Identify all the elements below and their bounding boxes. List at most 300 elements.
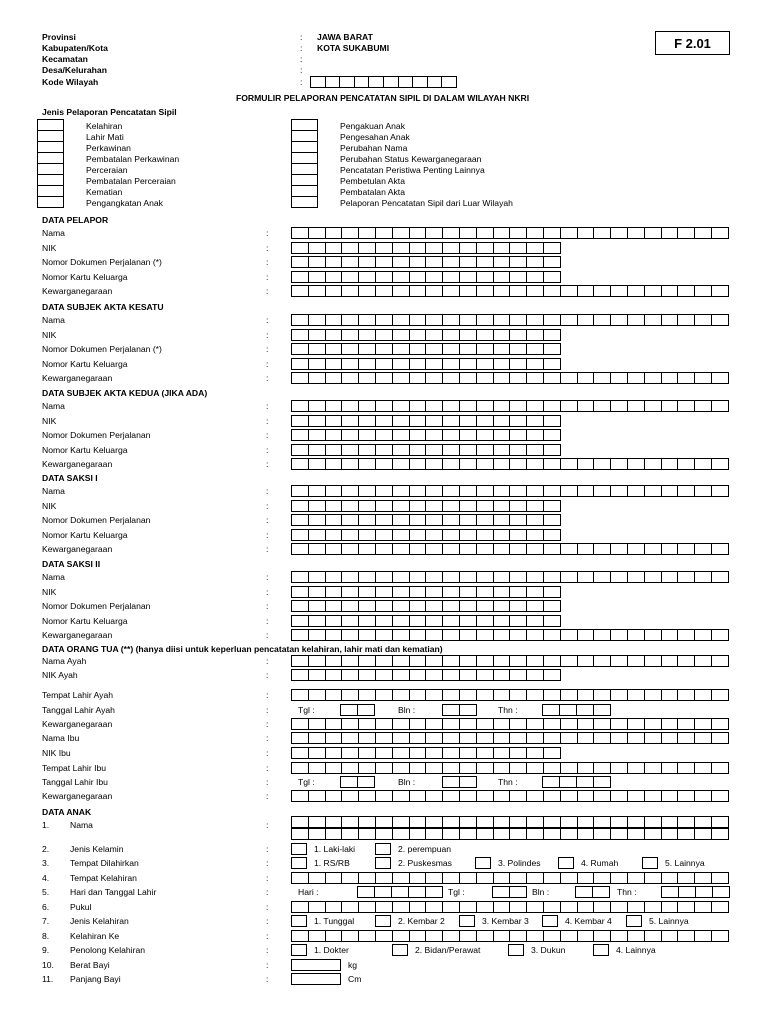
char-cell[interactable] (410, 544, 427, 554)
char-cell[interactable] (561, 656, 578, 666)
field-cells[interactable] (291, 485, 729, 497)
char-cell[interactable] (376, 315, 393, 325)
char-cell[interactable] (695, 486, 712, 496)
char-cell[interactable] (494, 228, 511, 238)
char-cell[interactable] (359, 601, 376, 611)
char-cell[interactable] (460, 344, 477, 354)
char-cell[interactable] (443, 544, 460, 554)
char-cell[interactable] (393, 670, 410, 680)
char-cell[interactable] (393, 501, 410, 511)
char-cell[interactable] (326, 228, 343, 238)
char-cell[interactable] (376, 748, 393, 758)
char-cell[interactable] (494, 315, 511, 325)
char-cell[interactable] (326, 459, 343, 469)
char-cell[interactable] (443, 587, 460, 597)
char-cell[interactable] (561, 873, 578, 883)
char-cell[interactable] (628, 733, 645, 743)
char-cell[interactable] (326, 77, 341, 87)
char-cell[interactable] (342, 670, 359, 680)
char-cell[interactable] (326, 572, 343, 582)
char-cell[interactable] (410, 690, 427, 700)
char-cell[interactable] (359, 630, 376, 640)
char-cell[interactable] (594, 459, 611, 469)
option-box[interactable] (642, 857, 658, 869)
char-cell[interactable] (477, 530, 494, 540)
char-cell[interactable] (376, 616, 393, 626)
char-cell[interactable] (679, 887, 696, 897)
char-cell[interactable] (393, 601, 410, 611)
char-cell[interactable] (527, 690, 544, 700)
char-cell[interactable] (426, 719, 443, 729)
char-cell[interactable] (359, 690, 376, 700)
char-cell[interactable] (561, 763, 578, 773)
char-cell[interactable] (460, 587, 477, 597)
char-cell[interactable] (561, 902, 578, 912)
char-cell[interactable] (410, 817, 427, 827)
char-cell[interactable] (376, 587, 393, 597)
char-cell[interactable] (695, 719, 712, 729)
char-cell[interactable] (443, 257, 460, 267)
char-cell[interactable] (510, 601, 527, 611)
char-cell[interactable] (309, 486, 326, 496)
char-cell[interactable] (426, 748, 443, 758)
char-cell[interactable] (410, 791, 427, 801)
char-cell[interactable] (494, 286, 511, 296)
char-cell[interactable] (561, 373, 578, 383)
char-cell[interactable] (494, 459, 511, 469)
char-cell[interactable] (695, 817, 712, 827)
field-cells[interactable] (291, 669, 561, 681)
char-cell[interactable] (527, 286, 544, 296)
char-cell[interactable] (611, 791, 628, 801)
char-cell[interactable] (695, 763, 712, 773)
char-cell[interactable] (376, 719, 393, 729)
char-cell[interactable] (645, 719, 662, 729)
char-cell[interactable] (309, 228, 326, 238)
anak-nama-cells[interactable] (291, 816, 729, 828)
char-cell[interactable] (477, 501, 494, 511)
char-cell[interactable] (292, 359, 309, 369)
field-cells[interactable] (291, 227, 729, 239)
char-cell[interactable] (544, 544, 561, 554)
char-cell[interactable] (376, 873, 393, 883)
char-cell[interactable] (326, 748, 343, 758)
char-cell[interactable] (494, 486, 511, 496)
char-cell[interactable] (678, 829, 695, 839)
char-cell[interactable] (326, 401, 343, 411)
char-cell[interactable] (309, 587, 326, 597)
char-cell[interactable] (510, 416, 527, 426)
char-cell[interactable] (477, 763, 494, 773)
char-cell[interactable] (292, 272, 309, 282)
char-cell[interactable] (426, 243, 443, 253)
char-cell[interactable] (342, 486, 359, 496)
char-cell[interactable] (443, 359, 460, 369)
field-cells[interactable] (291, 256, 561, 268)
char-cell[interactable] (460, 359, 477, 369)
char-cell[interactable] (426, 829, 443, 839)
char-cell[interactable] (309, 272, 326, 282)
char-cell[interactable] (342, 544, 359, 554)
char-cell[interactable] (426, 486, 443, 496)
char-cell[interactable] (578, 315, 595, 325)
char-cell[interactable] (393, 748, 410, 758)
char-cell[interactable] (410, 601, 427, 611)
char-cell[interactable] (393, 530, 410, 540)
char-cell[interactable] (611, 763, 628, 773)
char-cell[interactable] (292, 515, 309, 525)
year-cells[interactable] (542, 704, 611, 716)
char-cell[interactable] (443, 705, 460, 715)
char-cell[interactable] (443, 501, 460, 511)
char-cell[interactable] (678, 791, 695, 801)
char-cell[interactable] (695, 873, 712, 883)
char-cell[interactable] (510, 515, 527, 525)
char-cell[interactable] (611, 572, 628, 582)
char-cell[interactable] (662, 690, 679, 700)
char-cell[interactable] (309, 243, 326, 253)
char-cell[interactable] (477, 719, 494, 729)
char-cell[interactable] (342, 902, 359, 912)
char-cell[interactable] (527, 228, 544, 238)
char-cell[interactable] (393, 763, 410, 773)
char-cell[interactable] (477, 330, 494, 340)
char-cell[interactable] (527, 373, 544, 383)
char-cell[interactable] (477, 587, 494, 597)
char-cell[interactable] (494, 873, 511, 883)
day-cells[interactable] (492, 886, 527, 898)
char-cell[interactable] (662, 572, 679, 582)
char-cell[interactable] (544, 373, 561, 383)
char-cell[interactable] (309, 791, 326, 801)
char-cell[interactable] (662, 228, 679, 238)
char-cell[interactable] (695, 401, 712, 411)
char-cell[interactable] (426, 501, 443, 511)
field-cells[interactable] (291, 762, 729, 774)
char-cell[interactable] (393, 315, 410, 325)
char-cell[interactable] (443, 829, 460, 839)
char-cell[interactable] (578, 719, 595, 729)
char-cell[interactable] (342, 330, 359, 340)
anak-nama-cells[interactable] (291, 828, 729, 840)
char-cell[interactable] (662, 544, 679, 554)
char-cell[interactable] (292, 530, 309, 540)
char-cell[interactable] (611, 459, 628, 469)
char-cell[interactable] (544, 272, 561, 282)
char-cell[interactable] (342, 656, 359, 666)
char-cell[interactable] (578, 931, 595, 941)
char-cell[interactable] (594, 690, 611, 700)
char-cell[interactable] (342, 359, 359, 369)
char-cell[interactable] (578, 572, 595, 582)
char-cell[interactable] (510, 690, 527, 700)
char-cell[interactable] (393, 733, 410, 743)
char-cell[interactable] (309, 501, 326, 511)
char-cell[interactable] (376, 733, 393, 743)
char-cell[interactable] (662, 763, 679, 773)
char-cell[interactable] (628, 630, 645, 640)
char-cell[interactable] (527, 748, 544, 758)
char-cell[interactable] (326, 515, 343, 525)
char-cell[interactable] (662, 902, 679, 912)
char-cell[interactable] (309, 401, 326, 411)
char-cell[interactable] (494, 763, 511, 773)
char-cell[interactable] (376, 544, 393, 554)
char-cell[interactable] (426, 690, 443, 700)
char-cell[interactable] (527, 501, 544, 511)
char-cell[interactable] (460, 459, 477, 469)
char-cell[interactable] (611, 401, 628, 411)
char-cell[interactable] (443, 670, 460, 680)
char-cell[interactable] (695, 791, 712, 801)
char-cell[interactable] (678, 401, 695, 411)
field-cells[interactable] (291, 358, 561, 370)
char-cell[interactable] (544, 873, 561, 883)
char-cell[interactable] (309, 257, 326, 267)
char-cell[interactable] (695, 373, 712, 383)
char-cell[interactable] (393, 286, 410, 296)
char-cell[interactable] (326, 733, 343, 743)
char-cell[interactable] (410, 373, 427, 383)
char-cell[interactable] (292, 601, 309, 611)
char-cell[interactable] (376, 501, 393, 511)
char-cell[interactable] (292, 719, 309, 729)
char-cell[interactable] (309, 733, 326, 743)
char-cell[interactable] (460, 601, 477, 611)
char-cell[interactable] (594, 777, 611, 787)
char-cell[interactable] (527, 459, 544, 469)
char-cell[interactable] (460, 228, 477, 238)
char-cell[interactable] (527, 601, 544, 611)
char-cell[interactable] (544, 572, 561, 582)
char-cell[interactable] (544, 430, 561, 440)
char-cell[interactable] (527, 572, 544, 582)
char-cell[interactable] (577, 705, 594, 715)
char-cell[interactable] (477, 733, 494, 743)
char-cell[interactable] (494, 829, 511, 839)
char-cell[interactable] (544, 902, 561, 912)
char-cell[interactable] (678, 630, 695, 640)
char-cell[interactable] (628, 902, 645, 912)
option-box[interactable] (542, 915, 558, 927)
char-cell[interactable] (561, 459, 578, 469)
field-cells[interactable] (291, 514, 561, 526)
char-cell[interactable] (399, 77, 414, 87)
char-cell[interactable] (611, 719, 628, 729)
char-cell[interactable] (645, 733, 662, 743)
char-cell[interactable] (292, 791, 309, 801)
char-cell[interactable] (628, 459, 645, 469)
char-cell[interactable] (477, 544, 494, 554)
char-cell[interactable] (662, 656, 679, 666)
char-cell[interactable] (292, 243, 309, 253)
char-cell[interactable] (342, 690, 359, 700)
char-cell[interactable] (578, 401, 595, 411)
char-cell[interactable] (510, 359, 527, 369)
char-cell[interactable] (376, 257, 393, 267)
char-cell[interactable] (410, 330, 427, 340)
char-cell[interactable] (544, 459, 561, 469)
char-cell[interactable] (645, 902, 662, 912)
char-cell[interactable] (376, 515, 393, 525)
char-cell[interactable] (561, 829, 578, 839)
char-cell[interactable] (678, 544, 695, 554)
char-cell[interactable] (393, 572, 410, 582)
char-cell[interactable] (376, 829, 393, 839)
option-box[interactable] (558, 857, 574, 869)
month-cells[interactable] (442, 776, 477, 788)
month-cells[interactable] (442, 704, 477, 716)
char-cell[interactable] (326, 486, 343, 496)
char-cell[interactable] (460, 817, 477, 827)
char-cell[interactable] (410, 228, 427, 238)
char-cell[interactable] (561, 572, 578, 582)
char-cell[interactable] (426, 887, 443, 897)
char-cell[interactable] (326, 931, 343, 941)
char-cell[interactable] (645, 401, 662, 411)
char-cell[interactable] (393, 373, 410, 383)
char-cell[interactable] (359, 616, 376, 626)
char-cell[interactable] (359, 228, 376, 238)
jenis-checkbox[interactable] (37, 196, 64, 208)
char-cell[interactable] (410, 931, 427, 941)
char-cell[interactable] (527, 763, 544, 773)
char-cell[interactable] (326, 257, 343, 267)
char-cell[interactable] (510, 430, 527, 440)
char-cell[interactable] (326, 315, 343, 325)
char-cell[interactable] (611, 544, 628, 554)
char-cell[interactable] (578, 373, 595, 383)
option-box[interactable] (459, 915, 475, 927)
char-cell[interactable] (292, 373, 309, 383)
char-cell[interactable] (393, 257, 410, 267)
char-cell[interactable] (696, 887, 713, 897)
char-cell[interactable] (410, 748, 427, 758)
char-cell[interactable] (527, 430, 544, 440)
char-cell[interactable] (460, 705, 477, 715)
char-cell[interactable] (527, 515, 544, 525)
char-cell[interactable] (678, 228, 695, 238)
char-cell[interactable] (393, 515, 410, 525)
char-cell[interactable] (342, 616, 359, 626)
char-cell[interactable] (393, 401, 410, 411)
char-cell[interactable] (645, 690, 662, 700)
char-cell[interactable] (342, 416, 359, 426)
char-cell[interactable] (410, 616, 427, 626)
char-cell[interactable] (695, 315, 712, 325)
char-cell[interactable] (544, 690, 561, 700)
char-cell[interactable] (662, 791, 679, 801)
char-cell[interactable] (645, 817, 662, 827)
char-cell[interactable] (309, 719, 326, 729)
field-cells[interactable] (291, 571, 729, 583)
char-cell[interactable] (393, 486, 410, 496)
char-cell[interactable] (376, 401, 393, 411)
char-cell[interactable] (359, 572, 376, 582)
char-cell[interactable] (645, 873, 662, 883)
char-cell[interactable] (359, 243, 376, 253)
char-cell[interactable] (342, 373, 359, 383)
char-cell[interactable] (510, 873, 527, 883)
field-cells[interactable] (291, 901, 729, 913)
char-cell[interactable] (309, 902, 326, 912)
char-cell[interactable] (477, 257, 494, 267)
char-cell[interactable] (628, 690, 645, 700)
char-cell[interactable] (662, 887, 679, 897)
char-cell[interactable] (594, 228, 611, 238)
char-cell[interactable] (292, 544, 309, 554)
char-cell[interactable] (544, 359, 561, 369)
field-cells[interactable] (291, 689, 729, 701)
char-cell[interactable] (376, 416, 393, 426)
char-cell[interactable] (426, 791, 443, 801)
char-cell[interactable] (410, 272, 427, 282)
char-cell[interactable] (359, 748, 376, 758)
char-cell[interactable] (594, 572, 611, 582)
char-cell[interactable] (426, 286, 443, 296)
option-box[interactable] (626, 915, 642, 927)
char-cell[interactable] (460, 501, 477, 511)
char-cell[interactable] (410, 829, 427, 839)
char-cell[interactable] (561, 791, 578, 801)
char-cell[interactable] (393, 931, 410, 941)
char-cell[interactable] (510, 401, 527, 411)
char-cell[interactable] (527, 902, 544, 912)
char-cell[interactable] (376, 931, 393, 941)
char-cell[interactable] (678, 690, 695, 700)
char-cell[interactable] (510, 315, 527, 325)
char-cell[interactable] (527, 530, 544, 540)
char-cell[interactable] (342, 791, 359, 801)
char-cell[interactable] (577, 777, 594, 787)
char-cell[interactable] (376, 486, 393, 496)
char-cell[interactable] (443, 530, 460, 540)
char-cell[interactable] (695, 544, 712, 554)
char-cell[interactable] (578, 829, 595, 839)
char-cell[interactable] (544, 630, 561, 640)
char-cell[interactable] (645, 544, 662, 554)
char-cell[interactable] (561, 401, 578, 411)
char-cell[interactable] (712, 373, 729, 383)
char-cell[interactable] (426, 670, 443, 680)
char-cell[interactable] (393, 791, 410, 801)
option-box[interactable] (392, 944, 408, 956)
char-cell[interactable] (510, 272, 527, 282)
char-cell[interactable] (426, 763, 443, 773)
char-cell[interactable] (594, 817, 611, 827)
field-cells[interactable] (291, 543, 729, 555)
char-cell[interactable] (645, 931, 662, 941)
char-cell[interactable] (494, 902, 511, 912)
char-cell[interactable] (527, 873, 544, 883)
char-cell[interactable] (712, 544, 729, 554)
char-cell[interactable] (292, 656, 309, 666)
char-cell[interactable] (611, 286, 628, 296)
char-cell[interactable] (359, 401, 376, 411)
char-cell[interactable] (443, 272, 460, 282)
char-cell[interactable] (342, 286, 359, 296)
char-cell[interactable] (309, 817, 326, 827)
year-cells[interactable] (661, 886, 730, 898)
char-cell[interactable] (510, 670, 527, 680)
char-cell[interactable] (460, 445, 477, 455)
char-cell[interactable] (628, 373, 645, 383)
char-cell[interactable] (645, 459, 662, 469)
char-cell[interactable] (340, 77, 355, 87)
char-cell[interactable] (460, 416, 477, 426)
char-cell[interactable] (443, 817, 460, 827)
char-cell[interactable] (442, 77, 457, 87)
